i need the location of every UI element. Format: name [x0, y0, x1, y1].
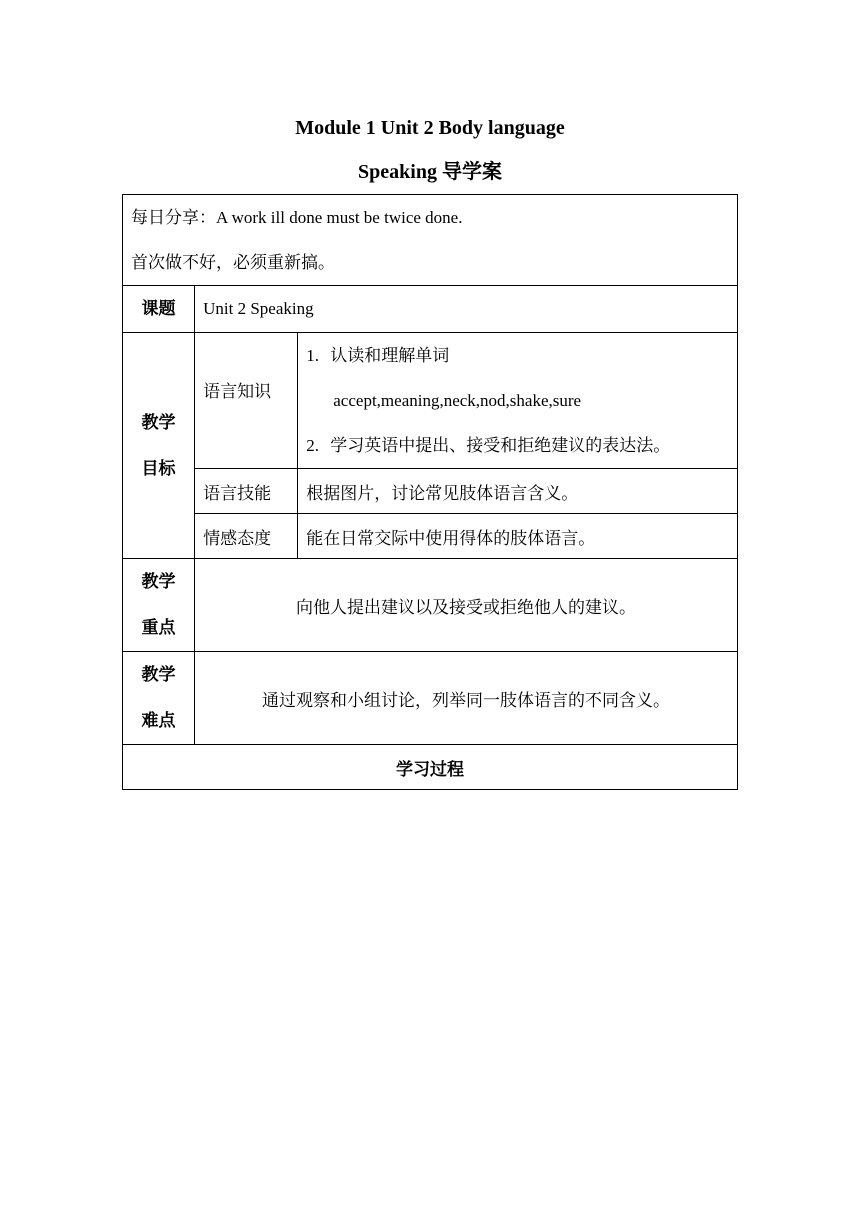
daily-share-translation: 首次做不好，必须重新搞。 [131, 253, 335, 272]
objectives-skills-row [123, 469, 738, 514]
difficulties-label-line2: 难点 [141, 711, 176, 730]
knowledge-item-1 [306, 333, 729, 378]
knowledge-item-2-number: 2. [306, 436, 320, 455]
skills-label: 语言技能 [195, 469, 298, 514]
knowledge-words: accept,meaning,neck,nod,shake,sure [333, 391, 582, 410]
difficulties-row [123, 652, 738, 745]
objectives-attitude-row [123, 514, 738, 559]
knowledge-label: 语言知识 [195, 333, 298, 469]
topic-label: 课题 [123, 286, 195, 333]
knowledge-item-2 [306, 423, 729, 468]
process-header-row [123, 745, 738, 790]
difficulties-label [123, 652, 195, 745]
daily-share-quote: 每日分享：A work ill done must be twice done. [131, 208, 463, 227]
objectives-knowledge-row [123, 333, 738, 469]
knowledge-content [298, 333, 738, 469]
skills-value: 根据图片，讨论常见肢体语言含义。 [298, 469, 738, 514]
key-points-row [123, 559, 738, 652]
key-points-value: 向他人提出建议以及接受或拒绝他人的建议。 [195, 559, 738, 652]
process-header: 学习过程 [123, 745, 738, 790]
daily-share-cell [123, 195, 738, 286]
attitude-value: 能在日常交际中使用得体的肢体语言。 [298, 514, 738, 559]
lesson-plan-table [122, 194, 738, 790]
topic-value: Unit 2 Speaking [195, 286, 738, 333]
objectives-label [123, 333, 195, 559]
attitude-label: 情感态度 [195, 514, 298, 559]
daily-share-row [123, 195, 738, 286]
key-points-label-line1: 教学 [141, 572, 176, 591]
key-points-label-line2: 重点 [141, 618, 176, 637]
knowledge-item-1-text: 认读和理解单词 [330, 346, 450, 365]
document-subtitle: Speaking 导学案 [358, 161, 502, 183]
knowledge-item-2-text: 学习英语中提出、接受和拒绝建议的表达法。 [330, 436, 671, 455]
objectives-label-line1: 教学 [141, 412, 176, 432]
knowledge-item-1-number: 1. [306, 346, 320, 365]
difficulties-value: 通过观察和小组讨论，列举同一肢体语言的不同含义。 [195, 652, 738, 745]
difficulties-label-line1: 教学 [141, 665, 176, 684]
objectives-label-line2: 目标 [141, 458, 176, 478]
topic-row [123, 286, 738, 333]
document-title: Module 1 Unit 2 Body language [295, 117, 565, 139]
key-points-label [123, 559, 195, 652]
